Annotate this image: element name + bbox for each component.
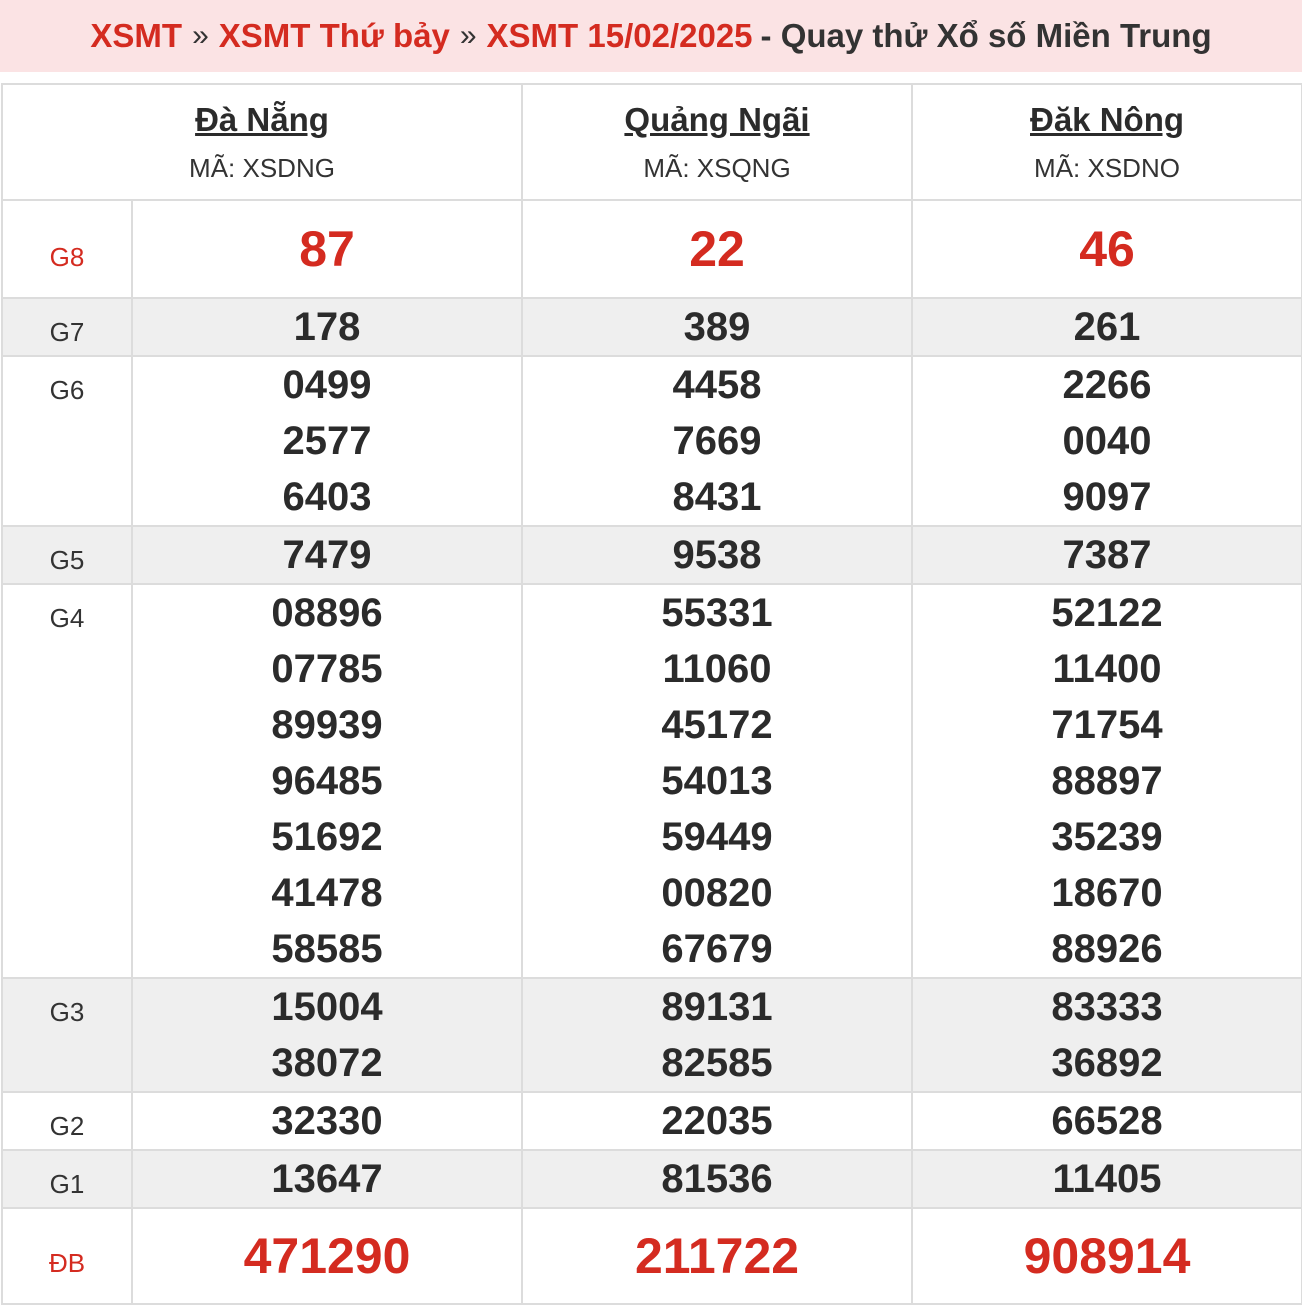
result-number: 89939 bbox=[271, 703, 383, 747]
result-number: 52122 bbox=[1051, 591, 1163, 635]
result-number: 7479 bbox=[282, 533, 372, 577]
result-number: 58585 bbox=[271, 927, 383, 971]
result-number: 08896 bbox=[271, 591, 383, 635]
breadcrumb-link-date[interactable]: XSMT 15/02/2025 bbox=[486, 17, 753, 54]
result-number: 41478 bbox=[271, 871, 383, 915]
prize-label: ĐB bbox=[2, 1208, 132, 1304]
province-name-link[interactable]: Đăk Nông bbox=[1030, 100, 1185, 138]
result-number: 389 bbox=[683, 305, 751, 349]
result-number: 83333 bbox=[1051, 985, 1163, 1029]
result-number: 96485 bbox=[271, 759, 383, 803]
result-number: 261 bbox=[1073, 305, 1141, 349]
breadcrumb-separator-icon: » bbox=[459, 19, 477, 52]
prize-label: G4 bbox=[2, 584, 132, 978]
province-header-danang bbox=[2, 84, 522, 200]
result-number: 0040 bbox=[1062, 419, 1152, 463]
result-number: 4458 bbox=[672, 363, 762, 407]
result-number: 18670 bbox=[1051, 871, 1163, 915]
result-number: 46 bbox=[1079, 221, 1135, 277]
province-code: MÃ: XSQNG bbox=[643, 152, 791, 183]
province-code: MÃ: XSDNO bbox=[1034, 152, 1180, 183]
result-number: 00820 bbox=[661, 871, 773, 915]
province-header-quangngai bbox=[522, 84, 912, 200]
results-table bbox=[1, 83, 1302, 1305]
prize-label: G7 bbox=[2, 298, 132, 356]
province-name-link[interactable]: Đà Nẵng bbox=[195, 100, 329, 138]
breadcrumb bbox=[0, 0, 1302, 72]
result-number: 36892 bbox=[1051, 1041, 1163, 1085]
result-number: 51692 bbox=[271, 815, 383, 859]
prize-label: G2 bbox=[2, 1092, 132, 1150]
province-header-daknong bbox=[912, 84, 1302, 200]
result-number: 32330 bbox=[271, 1099, 383, 1143]
result-number: 178 bbox=[293, 305, 361, 349]
prize-row-g4 bbox=[2, 584, 1302, 978]
jackpot-number: 471290 bbox=[243, 1228, 411, 1284]
result-number: 2577 bbox=[282, 419, 372, 463]
prize-row-g1 bbox=[2, 1150, 1302, 1208]
result-number: 11060 bbox=[662, 647, 772, 691]
jackpot-number: 211722 bbox=[634, 1228, 800, 1284]
province-code: MÃ: XSDNG bbox=[189, 152, 335, 183]
result-number: 38072 bbox=[271, 1041, 383, 1085]
prize-label: G3 bbox=[2, 978, 132, 1092]
page-title: - Quay thử Xổ số Miền Trung bbox=[760, 17, 1212, 54]
breadcrumb-separator-icon: » bbox=[192, 19, 209, 52]
result-number: 87 bbox=[299, 221, 355, 277]
result-number: 9097 bbox=[1062, 475, 1152, 519]
result-number: 71754 bbox=[1051, 703, 1163, 747]
prize-row-g7 bbox=[2, 298, 1302, 356]
result-number: 8431 bbox=[672, 475, 762, 519]
result-number: 07785 bbox=[271, 647, 383, 691]
breadcrumb-link-saturday[interactable]: XSMT Thứ bảy bbox=[218, 17, 450, 54]
prize-row-g3 bbox=[2, 978, 1302, 1092]
province-name-link[interactable]: Quảng Ngãi bbox=[624, 100, 810, 138]
jackpot-number: 908914 bbox=[1023, 1228, 1191, 1284]
prize-row-g2 bbox=[2, 1092, 1302, 1150]
prize-label: G5 bbox=[2, 526, 132, 584]
result-number: 55331 bbox=[661, 591, 773, 635]
result-number: 66528 bbox=[1051, 1099, 1163, 1143]
result-number: 45172 bbox=[661, 703, 773, 747]
result-number: 88926 bbox=[1051, 927, 1163, 971]
result-number: 81536 bbox=[661, 1157, 773, 1201]
result-number: 2266 bbox=[1062, 363, 1152, 407]
result-number: 9538 bbox=[672, 533, 762, 577]
result-number: 67679 bbox=[661, 927, 773, 971]
prize-label: G6 bbox=[2, 356, 132, 526]
result-number: 89131 bbox=[661, 985, 773, 1029]
result-number: 22035 bbox=[661, 1099, 773, 1143]
result-number: 59449 bbox=[661, 815, 773, 859]
result-number: 54013 bbox=[661, 759, 773, 803]
prize-row-g8 bbox=[2, 200, 1302, 298]
result-number: 15004 bbox=[271, 985, 383, 1029]
result-number: 11405 bbox=[1052, 1157, 1162, 1201]
result-number: 11400 bbox=[1052, 647, 1162, 691]
result-number: 88897 bbox=[1051, 759, 1163, 803]
result-number: 0499 bbox=[282, 363, 372, 407]
prize-label: G1 bbox=[2, 1150, 132, 1208]
prize-row-special bbox=[2, 1208, 1302, 1304]
result-number: 7387 bbox=[1062, 533, 1152, 577]
prize-row-g5 bbox=[2, 526, 1302, 584]
result-number: 13647 bbox=[271, 1157, 383, 1201]
result-number: 7669 bbox=[672, 419, 762, 463]
prize-row-g6 bbox=[2, 356, 1302, 526]
result-number: 6403 bbox=[282, 475, 372, 519]
prize-label: G8 bbox=[2, 200, 132, 298]
result-number: 82585 bbox=[661, 1041, 773, 1085]
result-number: 35239 bbox=[1051, 815, 1163, 859]
result-number: 22 bbox=[689, 221, 745, 277]
breadcrumb-link-xsmt[interactable]: XSMT bbox=[90, 17, 183, 54]
